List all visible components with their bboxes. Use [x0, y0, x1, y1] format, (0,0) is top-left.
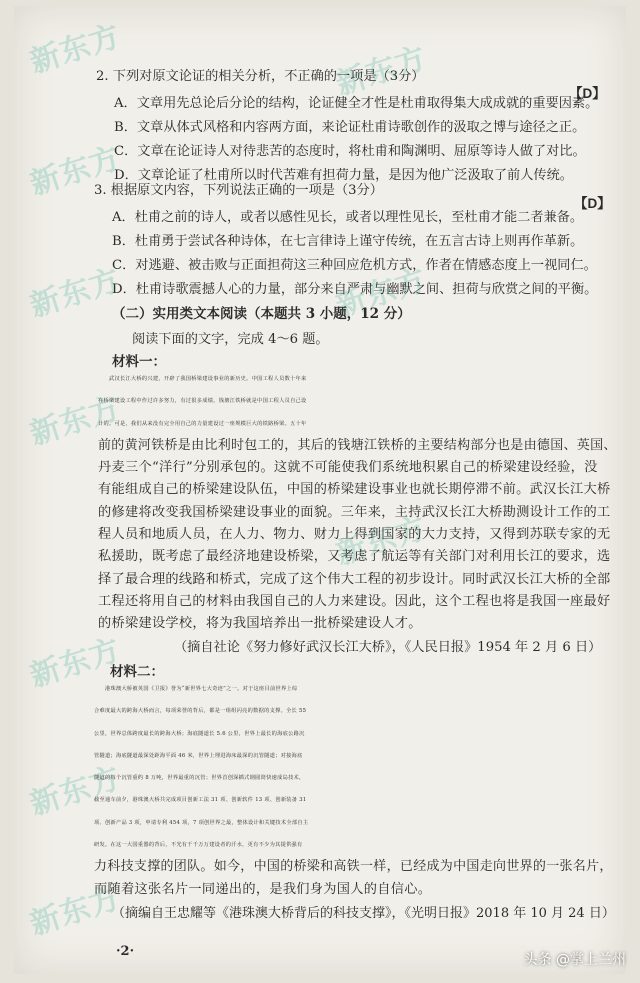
watermark-logo: 新东方: [25, 18, 126, 81]
question-2-option-c: C．文章在论证诗人对待悲苦的态度时，将杜甫和陶渊明、屈原等诗人做了对比。: [114, 144, 586, 159]
exam-page: [14, 6, 626, 974]
question-3-answer: 【D】: [574, 196, 611, 211]
watermark-logo: 新东方: [25, 262, 126, 325]
question-2-stem: 2. 下列对原文论证的相关分析，不正确的一项是（3分）: [96, 69, 425, 84]
material-1-body: [98, 368, 617, 636]
page-number: ·2·: [116, 944, 135, 959]
text-line: 而随着这张名片一同递出的，是我们身为国人的自信心。: [94, 881, 432, 897]
text-line: 工程还将用自己的材料由我国自己的人力来建设。因此，这个工程也将是我国一座最好: [98, 593, 611, 609]
text-line: 武汉长江大桥的兴建，开辟了我国桥梁建设事业的新历史。中国工程人员数十年来: [98, 376, 307, 382]
text-line: 计的。可是，我们从来没有完全用自己的力量建设过一座规模巨大的铁路桥梁。五十年: [98, 420, 307, 427]
section-title: （二）实用类文本阅读（本题共 3 小题，12 分）: [112, 306, 411, 322]
question-3-option-b: B．杜甫勇于尝试各种诗体，在七言律诗上谨守传统，在五言古诗上则再作革新。: [112, 234, 584, 249]
question-3-option-d: D．杜甫诗歌震撼人心的力量，部分来自严肃与幽默之间、担荷与欣赏之间的平衡。: [112, 282, 598, 297]
watermark-logo: 新东方: [331, 510, 432, 573]
text-line: 项、创新产品 3 项，申请专利 454 项，7 项创世界之最，整体设计和关键技术全部自主: [94, 819, 309, 826]
question-3-option-c: C．对逃避、被击败与正面担荷这三种回应危机方式，作者在情感态度上一视同仁。: [112, 258, 597, 273]
text-line: 公里，世界总体跨度最长的跨海大桥；海底隧道长 5.6 公里，世界上最长的海底公路沉: [94, 730, 305, 737]
question-2-option-d: D．文章论证了杜甫所以时代苦难有担荷力量，是因为他广泛汲取了前人传统。: [114, 168, 573, 183]
question-3-option-a: A．杜甫之前的诗人，或者以感性见长，或者以理性见长，至杜甫才能二者兼备。: [112, 210, 584, 225]
watermark-logo: 新东方: [25, 880, 126, 943]
text-line: 有能组成自己的桥梁建设队伍，中国的桥梁建设事业也就长期停滞不前。武汉长江大桥: [98, 482, 611, 498]
footer-watermark: 头条 @掌上兰州: [523, 952, 626, 968]
question-2-option-a: A．文章用先总论后分论的结构，论证健全才性是杜甫取得集大成成就的重要因素。: [114, 96, 599, 111]
watermark-logo: 新东方: [25, 760, 126, 823]
watermark-logo: 新东方: [331, 262, 432, 325]
text-line: 择了最合理的线路和桥式，完成了这个伟大工程的初步设计。同时武汉长江大桥的全部: [98, 571, 611, 587]
text-line: 前的黄河铁桥是由比利时包工的，其后的钱塘江铁桥的主要结构部分也是由德国、英国、: [98, 437, 617, 453]
text-line: 的修建将改变我国桥梁建设事业的面貌。三年来，主持武汉长江大桥勘测设计工作的工: [98, 504, 611, 520]
question-2-answer: 【D】: [569, 86, 606, 101]
text-line: 丹麦三个“洋行”分别承包的。这就不可能使我们系统地积累自己的桥梁建设经验，没: [98, 460, 598, 476]
material-2-body: [94, 678, 613, 901]
question-3-stem: 3. 根据原文内容，下列说法正确的一项是（3分）: [94, 183, 383, 198]
text-line: 在桥梁建设工程中作过许多努力，有过很多成绩，钱塘江铁桥就是中国工程人员自己设: [98, 398, 307, 405]
text-line: 管隧道；海底隧道最深处距海平面 46 米，世界上埋进海床最深的沉管隧道；对接海底: [94, 752, 303, 759]
text-line: 研发。在这一大国重器的背后，不光有千千万万建设者的汗水，更有不少为其提供强有: [94, 842, 303, 849]
text-line: 的桥梁建设学校，将为我国培养出一批桥梁建设人才。: [98, 616, 422, 632]
text-line: 合难度最大的跨海大桥而言，每项荣誉的背后，都是一组组闪亮的数据的支撑。全长 55: [94, 708, 307, 715]
section-instruction: 阅读下面的文字，完成 4～6 题。: [132, 332, 329, 347]
material-2-source: （摘编自王忠耀等《港珠澳大桥背后的科技支撑》，《光明日报》2018 年 10 月 24 日）: [112, 906, 615, 921]
watermark-logo: 新东方: [25, 632, 126, 695]
text-line: 隧道的每个沉管重约 8 万吨，世界最重的沉管；世界首创深插式钢圆筒快速成岛技术，: [94, 775, 305, 782]
watermark-logo: 新东方: [25, 390, 126, 453]
watermark-logo: 新东方: [25, 140, 126, 203]
text-line: 截至通车前夕，港珠澳大桥共完成项目创新工法 31 项、创新软件 13 项、创新装备 31: [94, 797, 307, 804]
material-1-source: （摘自社论《努力修好武汉长江大桥》，《人民日报》1954 年 2 月 6 日）: [174, 640, 602, 655]
text-line: 程人员和地质人员，在人力、物力、财力上得到国家的大力支持，又得到苏联专家的无: [98, 527, 611, 543]
question-2-option-b: B．文章从体式风格和内容两方面，来论证杜甫诗歌创作的汲取之博与途径之正。: [114, 120, 586, 135]
material-1-label: 材料一：: [112, 354, 166, 370]
text-line: 力科技支撑的团队。如今，中国的桥梁和高铁一样，已经成为中国走向世界的一张名片，: [94, 859, 613, 875]
material-2-label: 材料二：: [110, 664, 164, 680]
watermark-logo: 新东方: [331, 40, 432, 103]
text-line: 港珠澳大桥被英国《卫报》誉为“新世界七大奇迹”之一。对于这座目前世界上综: [94, 686, 298, 692]
text-line: 私援助，既考虑了最经济地建设桥梁，又考虑了航运等有关部门对利用长江的要求，选: [98, 549, 611, 565]
